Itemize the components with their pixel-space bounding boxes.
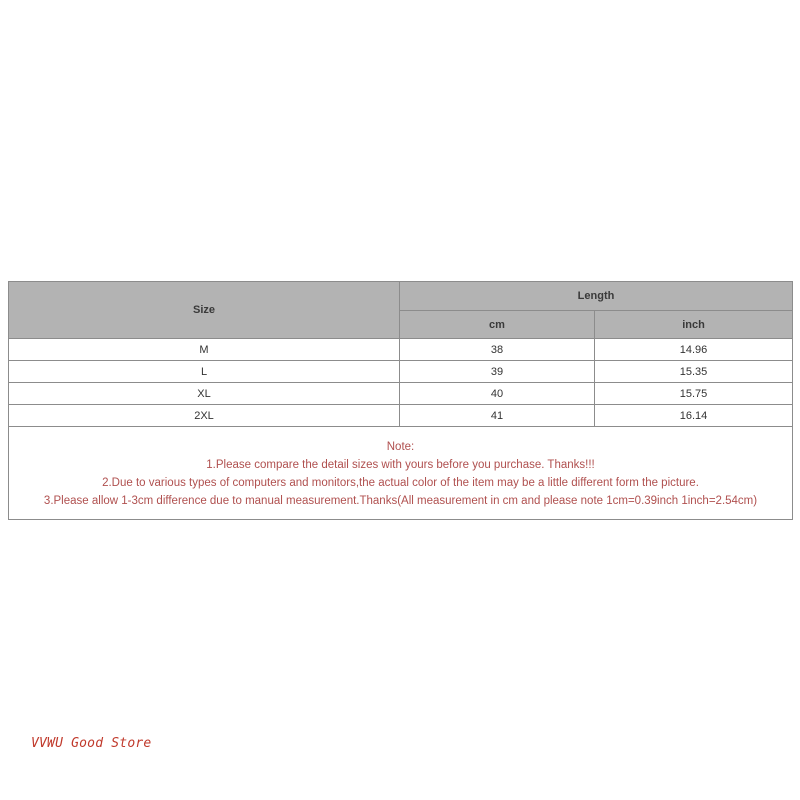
cell-size: M (9, 339, 400, 361)
table-row (9, 339, 793, 361)
cell-cm: 38 (400, 339, 595, 361)
cell-size: XL (9, 383, 400, 405)
cell-size: 2XL (9, 405, 400, 427)
note-line-2: 2.Due to various types of computers and monitors,the actual color of the item may be a little different form the picture. (102, 477, 699, 489)
note-line-3: 3.Please allow 1-3cm difference due to manual measurement.Thanks(All measurement in cm and please note 1cm=0.39inch 1inch=2.54cm) (43, 495, 758, 507)
cell-size: L (9, 361, 400, 383)
header-inch: inch (595, 311, 793, 339)
cell-inch: 15.35 (595, 361, 793, 383)
header-size: Size (9, 282, 400, 339)
table-row (9, 405, 793, 427)
note-row (9, 427, 793, 520)
cell-cm: 39 (400, 361, 595, 383)
cell-cm: 41 (400, 405, 595, 427)
note-line-1: 1.Please compare the detail sizes with yours before you purchase. Thanks!!! (206, 459, 595, 471)
store-watermark: VVWU Good Store (31, 736, 152, 751)
size-chart (8, 281, 792, 520)
cell-cm: 40 (400, 383, 595, 405)
size-table (8, 281, 793, 520)
table-row (9, 383, 793, 405)
table-row (9, 361, 793, 383)
note-cell (9, 427, 793, 520)
cell-inch: 15.75 (595, 383, 793, 405)
cell-inch: 14.96 (595, 339, 793, 361)
header-cm: cm (400, 311, 595, 339)
note-title: Note: (386, 441, 415, 453)
header-length: Length (400, 282, 793, 311)
cell-inch: 16.14 (595, 405, 793, 427)
